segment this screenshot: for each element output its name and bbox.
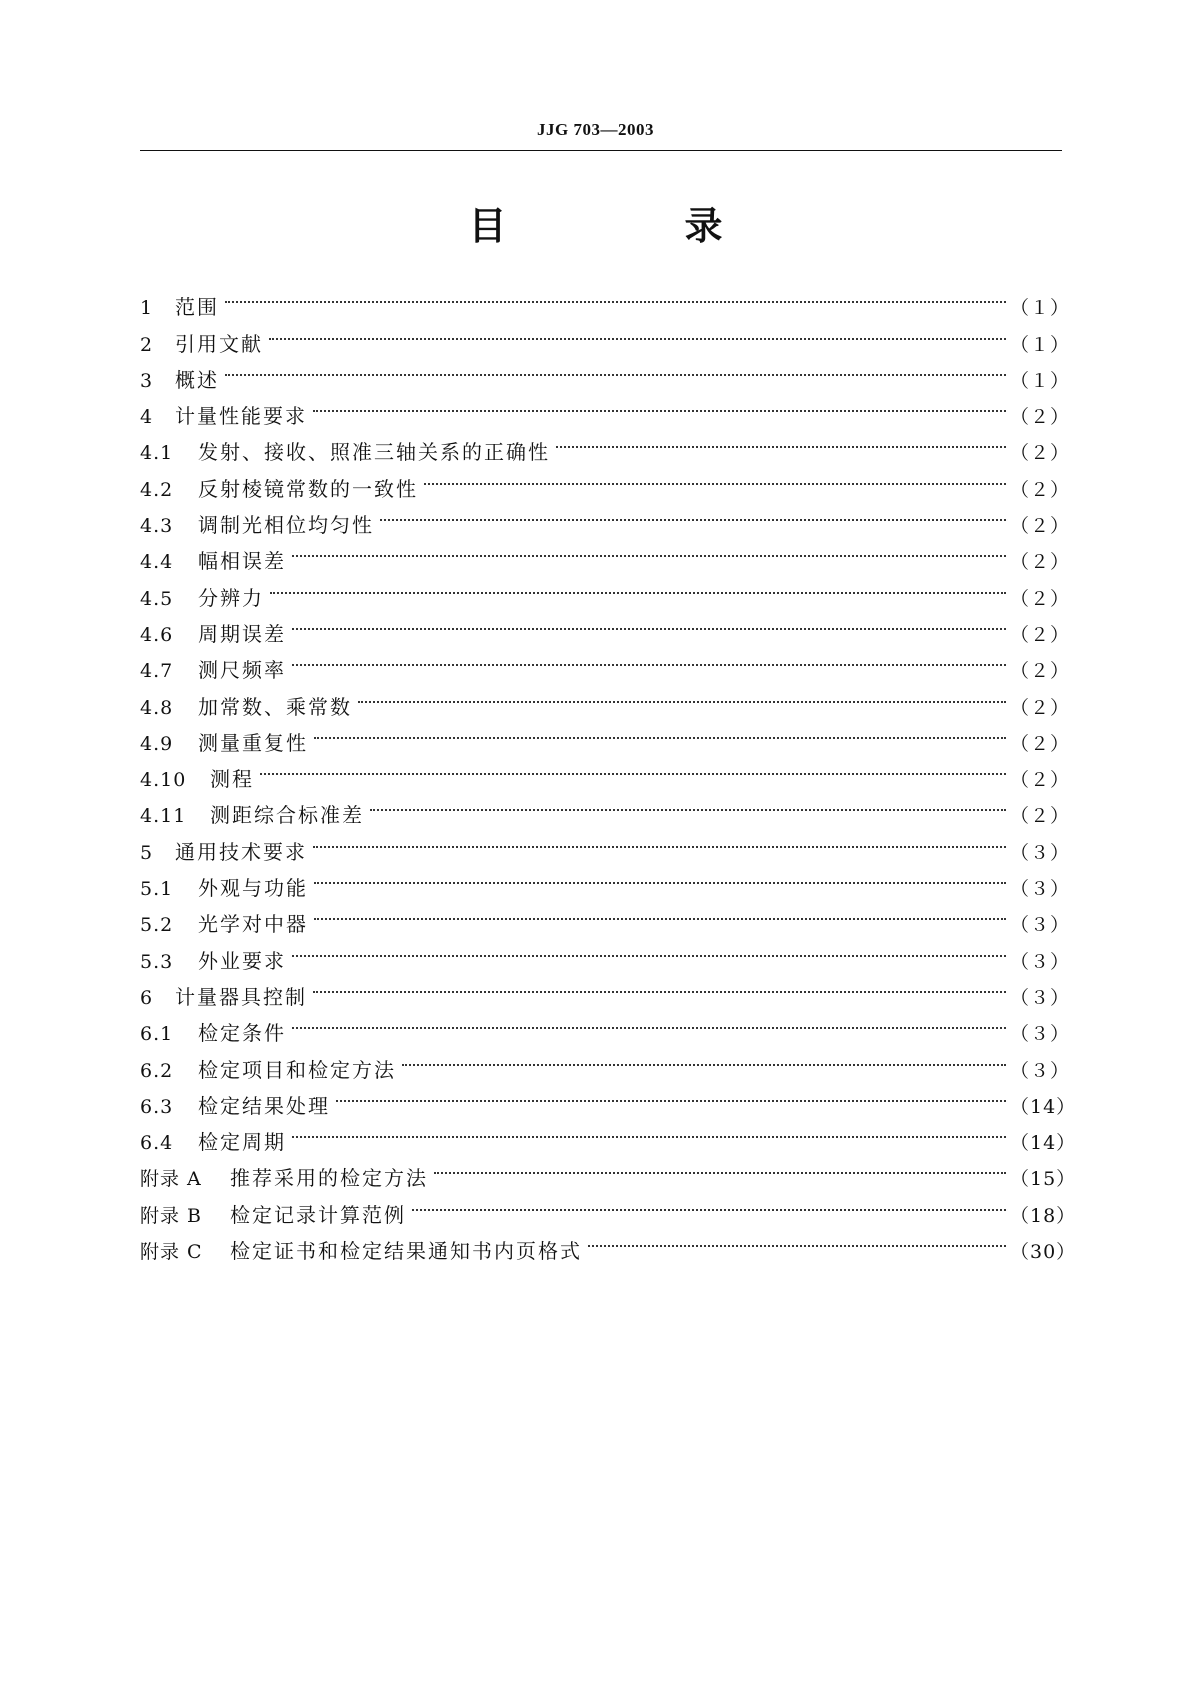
- header-rule: [140, 150, 1062, 151]
- toc-entry-title: 反射棱镜常数的一致性: [198, 476, 418, 501]
- toc-entry-page: （３）: [1010, 914, 1071, 937]
- dot-leader: [380, 496, 1006, 532]
- dot-leader: [313, 968, 1006, 1004]
- toc-entry[interactable]: [140, 786, 1071, 828]
- toc-entry-page: （２）: [1010, 478, 1071, 501]
- dot-leader: [556, 423, 1006, 459]
- toc-entry-title: 范围: [175, 295, 219, 320]
- toc-entry-title: 计量性能要求: [175, 404, 307, 429]
- toc-entry-page: （２）: [1010, 442, 1071, 465]
- toc-entry-number: 附录 C: [140, 1241, 203, 1264]
- toc-entry-number: 4: [140, 406, 154, 429]
- table-of-contents: [140, 278, 1077, 1264]
- toc-entry-page: （２）: [1010, 406, 1071, 429]
- toc-heading: 目 录: [468, 204, 793, 248]
- toc-entry-title: 检定条件: [198, 1021, 286, 1046]
- dot-leader: [269, 314, 1006, 350]
- toc-entry[interactable]: [140, 387, 1071, 429]
- toc-entry-title: 加常数、乘常数: [198, 694, 352, 719]
- toc-entry[interactable]: [140, 278, 1071, 320]
- toc-entry[interactable]: [140, 351, 1071, 392]
- toc-entry-number: 5.2: [140, 914, 174, 937]
- toc-entry-page: （３）: [1010, 1023, 1071, 1046]
- toc-entry-page: （３）: [1010, 950, 1071, 973]
- toc-entry-title: 检定记录计算范例: [230, 1202, 406, 1227]
- toc-entry-number: 5: [140, 841, 154, 864]
- standard-code: JJG 703—2003: [537, 120, 654, 139]
- dot-leader: [336, 1077, 1006, 1113]
- toc-entry-number: 4.9: [140, 732, 174, 755]
- toc-entry-title: 测尺频率: [198, 658, 286, 683]
- toc-entry-page: （18）: [1010, 1204, 1077, 1227]
- toc-entry-title: 检定证书和检定结果通知书内页格式: [230, 1239, 582, 1264]
- toc-entry-number: 4.2: [140, 478, 174, 501]
- dot-leader: [225, 351, 1006, 387]
- toc-entry-page: （30）: [1010, 1241, 1077, 1264]
- toc-entry-title: 测距综合标准差: [210, 803, 364, 828]
- toc-entry-number: 4.7: [140, 660, 174, 683]
- toc-entry-number: 6.1: [140, 1023, 174, 1046]
- toc-entry-page: （２）: [1010, 623, 1071, 646]
- dot-leader: [314, 895, 1006, 931]
- toc-entry-page: （３）: [1010, 986, 1071, 1009]
- toc-entry-number: 5.1: [140, 878, 174, 901]
- toc-entry-page: （２）: [1010, 732, 1071, 755]
- toc-entry-page: （２）: [1010, 551, 1071, 574]
- toc-entry-title: 概述: [175, 367, 219, 392]
- toc-entry-page: （14）: [1010, 1132, 1077, 1155]
- toc-entry[interactable]: [140, 750, 1071, 792]
- toc-entry-number: 6: [140, 986, 154, 1009]
- dot-leader: [588, 1222, 1006, 1258]
- dot-leader: [358, 677, 1006, 713]
- dot-leader: [370, 786, 1006, 822]
- toc-entry-title: 外观与功能: [198, 876, 308, 901]
- toc-entry-number: 6.4: [140, 1132, 174, 1155]
- toc-entry-page: （１）: [1010, 369, 1071, 392]
- dot-leader: [434, 1149, 1006, 1185]
- toc-entry-page: （２）: [1010, 769, 1071, 792]
- toc-entry-number: 1: [140, 297, 154, 320]
- dot-leader: [260, 750, 1006, 786]
- toc-entry-page: （２）: [1010, 587, 1071, 610]
- toc-entry-number: 附录 A: [140, 1168, 202, 1191]
- dot-leader: [313, 387, 1006, 423]
- toc-entry-number: 4.5: [140, 587, 174, 610]
- toc-entry-number: 6.2: [140, 1059, 174, 1082]
- dot-leader: [314, 859, 1006, 895]
- toc-entry-page: （３）: [1010, 878, 1071, 901]
- toc-entry-title: 计量器具控制: [175, 984, 307, 1009]
- toc-entry-page: （１）: [1010, 333, 1071, 356]
- toc-entry[interactable]: [140, 314, 1071, 356]
- dot-leader: [292, 605, 1006, 641]
- dot-leader: [292, 532, 1006, 568]
- toc-entry-page: （14）: [1010, 1095, 1077, 1118]
- toc-entry-number: 3: [140, 369, 154, 392]
- toc-entry-number: 4.11: [140, 805, 187, 828]
- dot-leader: [424, 459, 1006, 495]
- toc-entry-number: 4.6: [140, 623, 174, 646]
- toc-entry-number: 附录 B: [140, 1204, 203, 1227]
- toc-entry-page: （２）: [1010, 660, 1071, 683]
- toc-entry-number: 4.10: [140, 769, 187, 792]
- toc-entry[interactable]: [140, 568, 1071, 610]
- dot-leader: [270, 568, 1006, 604]
- toc-entry-title: 引用文献: [175, 331, 263, 356]
- toc-entry-title: 测量重复性: [198, 730, 308, 755]
- toc-entry-title: 检定结果处理: [198, 1093, 330, 1118]
- toc-entry-page: （３）: [1010, 1059, 1071, 1082]
- dot-leader: [412, 1185, 1006, 1221]
- toc-entry-title: 通用技术要求: [175, 839, 307, 864]
- dot-leader: [292, 931, 1006, 967]
- toc-entry-page: （１）: [1010, 297, 1071, 320]
- toc-entry-page: （２）: [1010, 696, 1071, 719]
- toc-entry-title: 检定周期: [198, 1130, 286, 1155]
- dot-leader: [225, 278, 1006, 314]
- toc-entry-title: 分辨力: [198, 585, 264, 610]
- toc-entry-page: （15）: [1010, 1168, 1077, 1191]
- toc-entry-page: （２）: [1010, 805, 1071, 828]
- toc-entry-number: 5.3: [140, 950, 174, 973]
- toc-entry-number: 4.8: [140, 696, 174, 719]
- dot-leader: [314, 714, 1006, 750]
- toc-entry-title: 检定项目和检定方法: [198, 1057, 396, 1082]
- toc-entry-title: 测程: [210, 767, 254, 792]
- toc-entry-number: 2: [140, 333, 154, 356]
- toc-entry-page: （２）: [1010, 515, 1071, 538]
- toc-entry-page: （３）: [1010, 841, 1071, 864]
- dot-leader: [292, 1113, 1006, 1149]
- toc-entry-number: 6.3: [140, 1095, 174, 1118]
- toc-entry-title: 周期误差: [198, 621, 286, 646]
- toc-entry-title: 发射、接收、照准三轴关系的正确性: [198, 440, 550, 465]
- dot-leader: [292, 1004, 1006, 1040]
- toc-entry-title: 幅相误差: [198, 549, 286, 574]
- dot-leader: [292, 641, 1006, 677]
- dot-leader: [313, 822, 1006, 858]
- toc-entry-title: 推荐采用的检定方法: [230, 1166, 428, 1191]
- toc-entry-number: 4.4: [140, 551, 174, 574]
- toc-entry-title: 调制光相位均匀性: [198, 513, 374, 538]
- toc-entry-number: 4.1: [140, 442, 174, 465]
- toc-entry-number: 4.3: [140, 515, 174, 538]
- toc-entry[interactable]: [140, 605, 1071, 646]
- toc-entry-title: 外业要求: [198, 948, 286, 973]
- toc-entry-title: 光学对中器: [198, 912, 308, 937]
- dot-leader: [402, 1040, 1006, 1076]
